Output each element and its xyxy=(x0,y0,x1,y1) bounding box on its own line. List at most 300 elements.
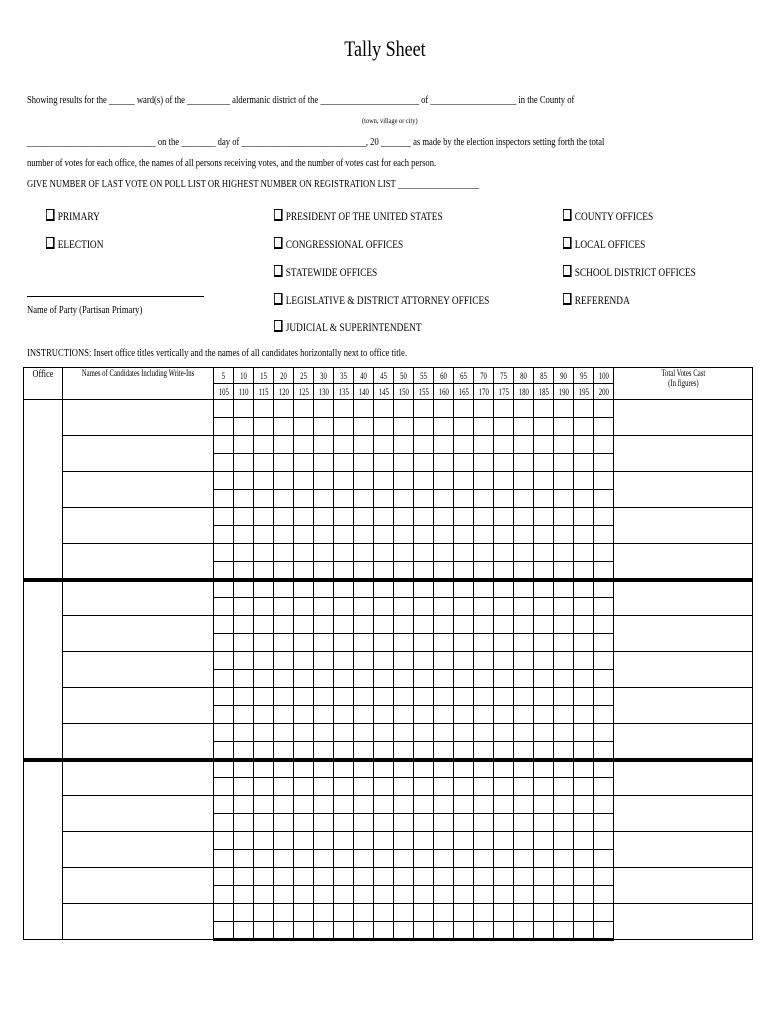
tally-cell[interactable] xyxy=(553,472,573,490)
tally-cell[interactable] xyxy=(533,418,553,436)
tally-cell[interactable] xyxy=(433,922,453,940)
tally-cell[interactable] xyxy=(293,580,313,598)
tally-cell[interactable] xyxy=(233,706,253,724)
tally-cell[interactable] xyxy=(293,850,313,868)
tally-cell[interactable] xyxy=(253,418,273,436)
tally-cell[interactable] xyxy=(453,436,473,454)
tally-cell[interactable] xyxy=(333,400,353,418)
tally-cell[interactable] xyxy=(313,724,333,742)
tally-cell[interactable] xyxy=(253,850,273,868)
total-votes-cell[interactable] xyxy=(613,400,752,436)
tally-cell[interactable] xyxy=(273,400,293,418)
tally-cell[interactable] xyxy=(473,778,493,796)
tally-cell[interactable] xyxy=(593,742,613,760)
candidate-name-cell[interactable] xyxy=(63,760,214,796)
tally-cell[interactable] xyxy=(573,562,593,580)
tally-cell[interactable] xyxy=(213,580,233,598)
tally-cell[interactable] xyxy=(273,526,293,544)
tally-cell[interactable] xyxy=(553,616,573,634)
tally-cell[interactable] xyxy=(553,508,573,526)
tally-cell[interactable] xyxy=(493,688,513,706)
tally-cell[interactable] xyxy=(373,652,393,670)
tally-cell[interactable] xyxy=(253,508,273,526)
tally-cell[interactable] xyxy=(273,472,293,490)
tally-cell[interactable] xyxy=(553,760,573,778)
tally-cell[interactable] xyxy=(293,922,313,940)
tally-cell[interactable] xyxy=(213,724,233,742)
tally-cell[interactable] xyxy=(533,400,553,418)
tally-cell[interactable] xyxy=(453,454,473,472)
tally-cell[interactable] xyxy=(553,922,573,940)
tally-cell[interactable] xyxy=(273,634,293,652)
tally-cell[interactable] xyxy=(233,562,253,580)
tally-cell[interactable] xyxy=(433,688,453,706)
tally-cell[interactable] xyxy=(453,472,473,490)
tally-cell[interactable] xyxy=(593,868,613,886)
tally-cell[interactable] xyxy=(573,868,593,886)
tally-cell[interactable] xyxy=(253,688,273,706)
tally-cell[interactable] xyxy=(333,706,353,724)
tally-cell[interactable] xyxy=(293,418,313,436)
tally-cell[interactable] xyxy=(273,850,293,868)
tally-cell[interactable] xyxy=(533,742,553,760)
tally-cell[interactable] xyxy=(593,580,613,598)
tally-cell[interactable] xyxy=(393,670,413,688)
tally-cell[interactable] xyxy=(493,868,513,886)
tally-cell[interactable] xyxy=(233,652,253,670)
tally-cell[interactable] xyxy=(573,508,593,526)
tally-cell[interactable] xyxy=(453,904,473,922)
tally-cell[interactable] xyxy=(433,742,453,760)
tally-cell[interactable] xyxy=(513,706,533,724)
tally-cell[interactable] xyxy=(313,400,333,418)
tally-cell[interactable] xyxy=(393,742,413,760)
total-votes-cell[interactable] xyxy=(613,904,752,940)
tally-cell[interactable] xyxy=(373,526,393,544)
tally-cell[interactable] xyxy=(213,760,233,778)
tally-cell[interactable] xyxy=(313,454,333,472)
tally-cell[interactable] xyxy=(373,904,393,922)
tally-cell[interactable] xyxy=(533,508,553,526)
tally-cell[interactable] xyxy=(493,724,513,742)
tally-cell[interactable] xyxy=(373,832,393,850)
checkbox-icon[interactable] xyxy=(46,209,55,221)
tally-cell[interactable] xyxy=(493,598,513,616)
tally-cell[interactable] xyxy=(353,670,373,688)
tally-cell[interactable] xyxy=(553,724,573,742)
checkbox-icon[interactable] xyxy=(563,209,572,221)
option-referenda[interactable] xyxy=(563,293,630,308)
tally-cell[interactable] xyxy=(233,832,253,850)
tally-cell[interactable] xyxy=(293,634,313,652)
tally-cell[interactable] xyxy=(373,688,393,706)
tally-cell[interactable] xyxy=(553,436,573,454)
tally-cell[interactable] xyxy=(253,832,273,850)
tally-cell[interactable] xyxy=(473,436,493,454)
tally-cell[interactable] xyxy=(373,544,393,562)
tally-cell[interactable] xyxy=(513,454,533,472)
tally-cell[interactable] xyxy=(433,526,453,544)
tally-cell[interactable] xyxy=(313,634,333,652)
tally-cell[interactable] xyxy=(213,814,233,832)
tally-cell[interactable] xyxy=(213,418,233,436)
tally-cell[interactable] xyxy=(253,580,273,598)
tally-cell[interactable] xyxy=(553,400,573,418)
tally-cell[interactable] xyxy=(233,688,253,706)
tally-cell[interactable] xyxy=(593,904,613,922)
tally-cell[interactable] xyxy=(313,742,333,760)
tally-cell[interactable] xyxy=(213,886,233,904)
tally-cell[interactable] xyxy=(273,688,293,706)
tally-cell[interactable] xyxy=(533,886,553,904)
tally-cell[interactable] xyxy=(573,814,593,832)
tally-cell[interactable] xyxy=(333,670,353,688)
tally-cell[interactable] xyxy=(313,904,333,922)
tally-cell[interactable] xyxy=(533,526,553,544)
tally-cell[interactable] xyxy=(293,598,313,616)
tally-cell[interactable] xyxy=(573,724,593,742)
tally-cell[interactable] xyxy=(253,922,273,940)
tally-cell[interactable] xyxy=(293,670,313,688)
tally-cell[interactable] xyxy=(433,634,453,652)
tally-cell[interactable] xyxy=(333,796,353,814)
tally-cell[interactable] xyxy=(573,454,593,472)
tally-cell[interactable] xyxy=(473,526,493,544)
tally-cell[interactable] xyxy=(313,562,333,580)
office-cell[interactable] xyxy=(24,580,63,760)
tally-cell[interactable] xyxy=(353,778,373,796)
tally-cell[interactable] xyxy=(393,760,413,778)
tally-cell[interactable] xyxy=(373,598,393,616)
tally-cell[interactable] xyxy=(413,904,433,922)
tally-cell[interactable] xyxy=(313,490,333,508)
tally-cell[interactable] xyxy=(533,850,553,868)
tally-cell[interactable] xyxy=(353,580,373,598)
tally-cell[interactable] xyxy=(393,490,413,508)
tally-cell[interactable] xyxy=(553,598,573,616)
tally-cell[interactable] xyxy=(513,778,533,796)
tally-cell[interactable] xyxy=(473,598,493,616)
tally-cell[interactable] xyxy=(333,472,353,490)
tally-cell[interactable] xyxy=(453,688,473,706)
tally-cell[interactable] xyxy=(473,652,493,670)
tally-cell[interactable] xyxy=(233,724,253,742)
tally-cell[interactable] xyxy=(333,724,353,742)
tally-cell[interactable] xyxy=(393,868,413,886)
tally-cell[interactable] xyxy=(513,598,533,616)
tally-cell[interactable] xyxy=(253,706,273,724)
tally-cell[interactable] xyxy=(433,796,453,814)
tally-cell[interactable] xyxy=(453,868,473,886)
tally-cell[interactable] xyxy=(473,814,493,832)
office-cell[interactable] xyxy=(24,400,63,580)
tally-cell[interactable] xyxy=(353,742,373,760)
tally-cell[interactable] xyxy=(433,832,453,850)
tally-cell[interactable] xyxy=(573,904,593,922)
tally-cell[interactable] xyxy=(353,400,373,418)
tally-cell[interactable] xyxy=(393,904,413,922)
tally-cell[interactable] xyxy=(473,832,493,850)
total-votes-cell[interactable] xyxy=(613,580,752,616)
tally-cell[interactable] xyxy=(393,688,413,706)
tally-cell[interactable] xyxy=(433,508,453,526)
tally-cell[interactable] xyxy=(513,508,533,526)
tally-cell[interactable] xyxy=(593,400,613,418)
tally-cell[interactable] xyxy=(533,814,553,832)
tally-cell[interactable] xyxy=(213,526,233,544)
tally-cell[interactable] xyxy=(433,454,453,472)
tally-cell[interactable] xyxy=(433,850,453,868)
total-votes-cell[interactable] xyxy=(613,652,752,688)
tally-cell[interactable] xyxy=(553,850,573,868)
tally-cell[interactable] xyxy=(213,652,233,670)
tally-cell[interactable] xyxy=(493,832,513,850)
tally-cell[interactable] xyxy=(353,544,373,562)
tally-cell[interactable] xyxy=(373,580,393,598)
tally-cell[interactable] xyxy=(233,670,253,688)
tally-cell[interactable] xyxy=(233,454,253,472)
tally-cell[interactable] xyxy=(513,418,533,436)
tally-cell[interactable] xyxy=(513,724,533,742)
candidate-name-cell[interactable] xyxy=(63,904,214,940)
tally-cell[interactable] xyxy=(453,670,473,688)
tally-cell[interactable] xyxy=(493,814,513,832)
tally-cell[interactable] xyxy=(413,562,433,580)
tally-cell[interactable] xyxy=(333,904,353,922)
tally-cell[interactable] xyxy=(273,706,293,724)
tally-cell[interactable] xyxy=(353,814,373,832)
tally-cell[interactable] xyxy=(593,418,613,436)
tally-cell[interactable] xyxy=(413,796,433,814)
tally-cell[interactable] xyxy=(573,652,593,670)
tally-cell[interactable] xyxy=(533,868,553,886)
tally-cell[interactable] xyxy=(353,616,373,634)
tally-cell[interactable] xyxy=(573,526,593,544)
tally-cell[interactable] xyxy=(533,616,553,634)
tally-cell[interactable] xyxy=(553,796,573,814)
tally-cell[interactable] xyxy=(253,400,273,418)
tally-cell[interactable] xyxy=(373,922,393,940)
office-cell[interactable] xyxy=(24,760,63,940)
tally-cell[interactable] xyxy=(433,580,453,598)
tally-cell[interactable] xyxy=(493,616,513,634)
tally-cell[interactable] xyxy=(333,652,353,670)
tally-cell[interactable] xyxy=(533,598,553,616)
checkbox-icon[interactable] xyxy=(563,293,572,305)
candidate-name-cell[interactable] xyxy=(63,508,214,544)
tally-cell[interactable] xyxy=(553,706,573,724)
tally-cell[interactable] xyxy=(433,544,453,562)
tally-cell[interactable] xyxy=(453,850,473,868)
tally-cell[interactable] xyxy=(573,922,593,940)
tally-cell[interactable] xyxy=(433,652,453,670)
tally-cell[interactable] xyxy=(593,832,613,850)
tally-cell[interactable] xyxy=(253,796,273,814)
tally-cell[interactable] xyxy=(273,436,293,454)
tally-cell[interactable] xyxy=(553,634,573,652)
tally-cell[interactable] xyxy=(513,400,533,418)
tally-cell[interactable] xyxy=(353,850,373,868)
tally-cell[interactable] xyxy=(473,544,493,562)
tally-cell[interactable] xyxy=(273,778,293,796)
tally-cell[interactable] xyxy=(393,652,413,670)
tally-cell[interactable] xyxy=(313,598,333,616)
tally-cell[interactable] xyxy=(413,724,433,742)
tally-cell[interactable] xyxy=(413,886,433,904)
tally-cell[interactable] xyxy=(213,868,233,886)
candidate-name-cell[interactable] xyxy=(63,616,214,652)
tally-cell[interactable] xyxy=(473,634,493,652)
tally-cell[interactable] xyxy=(313,418,333,436)
tally-cell[interactable] xyxy=(233,904,253,922)
tally-cell[interactable] xyxy=(473,580,493,598)
tally-cell[interactable] xyxy=(553,526,573,544)
tally-cell[interactable] xyxy=(553,544,573,562)
tally-cell[interactable] xyxy=(233,616,253,634)
tally-cell[interactable] xyxy=(333,688,353,706)
tally-cell[interactable] xyxy=(313,832,333,850)
tally-cell[interactable] xyxy=(513,634,533,652)
tally-cell[interactable] xyxy=(213,904,233,922)
tally-cell[interactable] xyxy=(333,616,353,634)
tally-cell[interactable] xyxy=(593,724,613,742)
tally-cell[interactable] xyxy=(593,490,613,508)
tally-cell[interactable] xyxy=(393,418,413,436)
candidate-name-cell[interactable] xyxy=(63,868,214,904)
candidate-name-cell[interactable] xyxy=(63,580,214,616)
tally-cell[interactable] xyxy=(333,850,353,868)
tally-cell[interactable] xyxy=(493,418,513,436)
tally-cell[interactable] xyxy=(453,400,473,418)
tally-cell[interactable] xyxy=(253,436,273,454)
tally-cell[interactable] xyxy=(473,562,493,580)
tally-cell[interactable] xyxy=(473,472,493,490)
tally-cell[interactable] xyxy=(573,850,593,868)
tally-cell[interactable] xyxy=(373,562,393,580)
candidate-name-cell[interactable] xyxy=(63,724,214,760)
tally-cell[interactable] xyxy=(453,490,473,508)
tally-cell[interactable] xyxy=(513,886,533,904)
tally-cell[interactable] xyxy=(293,616,313,634)
tally-cell[interactable] xyxy=(253,724,273,742)
tally-cell[interactable] xyxy=(513,670,533,688)
tally-cell[interactable] xyxy=(253,526,273,544)
tally-cell[interactable] xyxy=(573,742,593,760)
tally-cell[interactable] xyxy=(573,400,593,418)
tally-cell[interactable] xyxy=(213,688,233,706)
tally-cell[interactable] xyxy=(453,562,473,580)
tally-cell[interactable] xyxy=(273,904,293,922)
tally-cell[interactable] xyxy=(553,454,573,472)
tally-cell[interactable] xyxy=(213,634,233,652)
tally-cell[interactable] xyxy=(413,418,433,436)
tally-cell[interactable] xyxy=(233,580,253,598)
tally-cell[interactable] xyxy=(573,436,593,454)
tally-cell[interactable] xyxy=(313,526,333,544)
tally-cell[interactable] xyxy=(393,634,413,652)
tally-cell[interactable] xyxy=(273,922,293,940)
tally-cell[interactable] xyxy=(353,562,373,580)
tally-cell[interactable] xyxy=(213,436,233,454)
tally-cell[interactable] xyxy=(373,706,393,724)
tally-cell[interactable] xyxy=(393,508,413,526)
tally-cell[interactable] xyxy=(313,760,333,778)
tally-cell[interactable] xyxy=(353,688,373,706)
tally-cell[interactable] xyxy=(333,436,353,454)
tally-cell[interactable] xyxy=(493,508,513,526)
tally-cell[interactable] xyxy=(273,616,293,634)
tally-cell[interactable] xyxy=(273,580,293,598)
tally-cell[interactable] xyxy=(353,508,373,526)
tally-cell[interactable] xyxy=(253,616,273,634)
tally-cell[interactable] xyxy=(293,778,313,796)
tally-cell[interactable] xyxy=(373,760,393,778)
tally-cell[interactable] xyxy=(493,706,513,724)
tally-cell[interactable] xyxy=(573,490,593,508)
tally-cell[interactable] xyxy=(473,670,493,688)
option-president[interactable] xyxy=(274,209,443,224)
tally-cell[interactable] xyxy=(293,760,313,778)
tally-cell[interactable] xyxy=(433,904,453,922)
tally-cell[interactable] xyxy=(233,634,253,652)
total-votes-cell[interactable] xyxy=(613,544,752,580)
tally-cell[interactable] xyxy=(493,904,513,922)
tally-cell[interactable] xyxy=(593,778,613,796)
tally-cell[interactable] xyxy=(313,472,333,490)
tally-cell[interactable] xyxy=(253,868,273,886)
tally-cell[interactable] xyxy=(533,724,553,742)
tally-cell[interactable] xyxy=(453,616,473,634)
tally-cell[interactable] xyxy=(253,778,273,796)
tally-cell[interactable] xyxy=(293,742,313,760)
tally-cell[interactable] xyxy=(393,724,413,742)
candidate-name-cell[interactable] xyxy=(63,796,214,832)
tally-cell[interactable] xyxy=(313,616,333,634)
tally-cell[interactable] xyxy=(373,670,393,688)
tally-cell[interactable] xyxy=(453,832,473,850)
tally-cell[interactable] xyxy=(253,760,273,778)
tally-cell[interactable] xyxy=(473,922,493,940)
tally-cell[interactable] xyxy=(373,616,393,634)
tally-cell[interactable] xyxy=(513,490,533,508)
tally-cell[interactable] xyxy=(333,490,353,508)
checkbox-icon[interactable] xyxy=(46,237,55,249)
tally-cell[interactable] xyxy=(253,562,273,580)
tally-cell[interactable] xyxy=(293,814,313,832)
tally-cell[interactable] xyxy=(493,562,513,580)
checkbox-icon[interactable] xyxy=(274,237,283,249)
tally-cell[interactable] xyxy=(533,760,553,778)
tally-cell[interactable] xyxy=(213,598,233,616)
tally-cell[interactable] xyxy=(313,670,333,688)
tally-cell[interactable] xyxy=(273,814,293,832)
tally-cell[interactable] xyxy=(313,886,333,904)
tally-cell[interactable] xyxy=(293,724,313,742)
tally-cell[interactable] xyxy=(553,868,573,886)
tally-cell[interactable] xyxy=(253,634,273,652)
tally-cell[interactable] xyxy=(473,508,493,526)
tally-cell[interactable] xyxy=(593,652,613,670)
tally-cell[interactable] xyxy=(413,688,433,706)
tally-cell[interactable] xyxy=(313,706,333,724)
tally-cell[interactable] xyxy=(253,472,273,490)
tally-cell[interactable] xyxy=(233,850,253,868)
tally-cell[interactable] xyxy=(393,706,413,724)
tally-cell[interactable] xyxy=(293,652,313,670)
tally-cell[interactable] xyxy=(513,922,533,940)
tally-cell[interactable] xyxy=(473,904,493,922)
tally-cell[interactable] xyxy=(353,454,373,472)
